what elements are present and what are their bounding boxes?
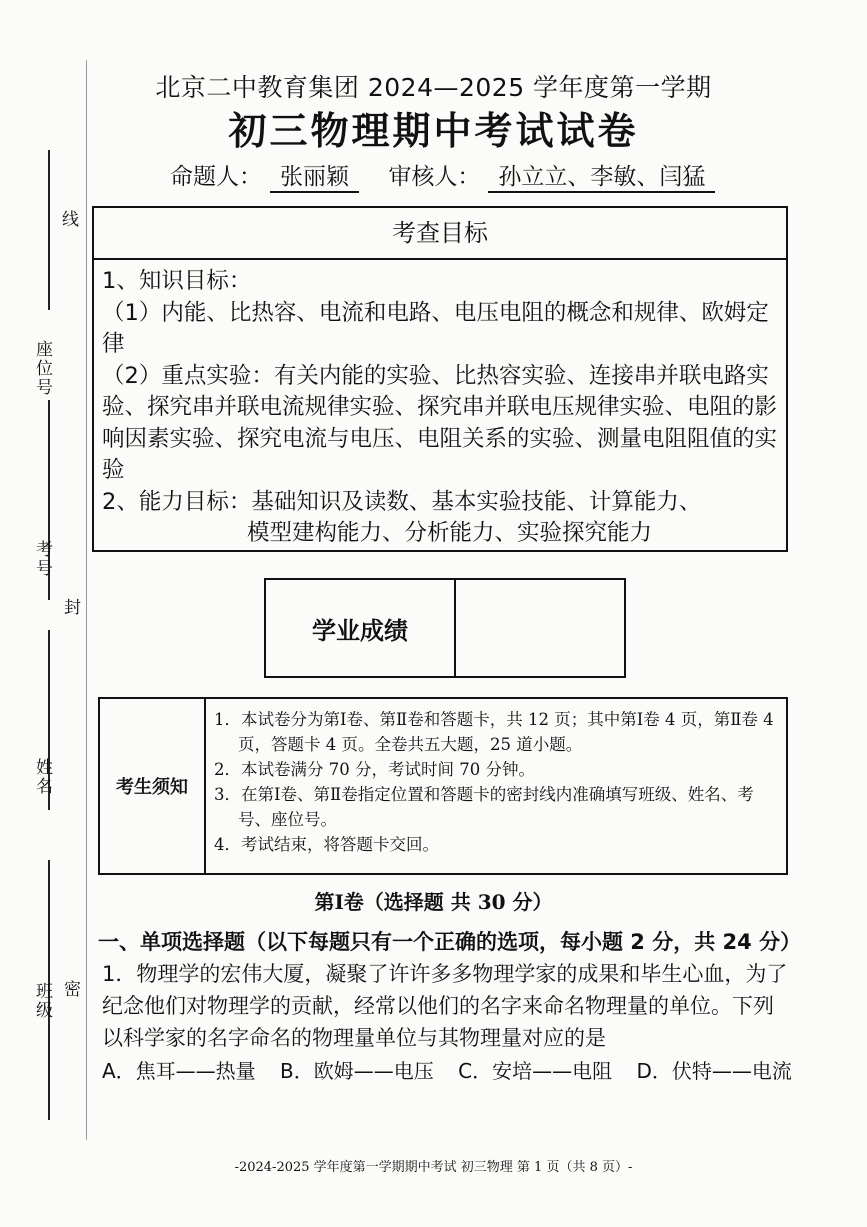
margin-label-mi: 密: [60, 980, 80, 999]
binding-line-top: [48, 150, 50, 310]
objectives-box: [92, 206, 788, 552]
notice-list: [206, 699, 786, 873]
objective-line: （2）重点实验：有关内能的实验、比热容实验、连接串并联电路实验、探究串并联电流规律实验、探究串并联电压规律实验、电阻的影响因素实验、探究电流与电压、电阻关系的实验、测量电阻阻值的实验: [102, 362, 778, 483]
question-block: [98, 926, 802, 1054]
margin-label-xian: 线: [58, 210, 78, 229]
notice-item: 2．本试卷满分 70 分，考试时间 70 分钟。: [214, 760, 535, 779]
margin-label-seat-number: 座位号: [32, 340, 52, 397]
objective-line: 模型建构能力、分析能力、实验探究能力: [247, 520, 653, 546]
reviewer-label: 审核人：: [388, 164, 481, 190]
exam-title: 初三物理期中考试试卷: [228, 109, 639, 153]
objective-line: （1）内能、比热容、电流和电路、电压电阻的概念和规律、欧姆定律: [102, 299, 769, 357]
page-footer: -2024-2025 学年度第一学期期中考试 初三物理 第 1 页（共 8 页）-: [234, 1160, 633, 1175]
author-line: [170, 158, 723, 193]
score-label: 学业成绩: [266, 580, 456, 676]
objective-line: 2、能力目标：基础知识及读数、基本实验技能、计算能力、: [102, 488, 702, 515]
author-name: 张丽颖: [270, 158, 359, 193]
author-label: 命题人：: [170, 164, 262, 190]
notice-label: 考生须知: [100, 699, 206, 873]
objectives-heading: 考查目标: [94, 208, 786, 260]
option-c[interactable]: C．安培——电阻: [458, 1059, 613, 1083]
candidate-notice: [98, 697, 788, 875]
option-b[interactable]: B．欧姆——电压: [280, 1059, 434, 1083]
question-1-options: [102, 1055, 802, 1084]
question-1-text: 1．物理学的宏伟大厦，凝聚了许许多多物理学家的成果和毕生心血，为了纪念他们对物理学的贡献，经常以他们的名字来命名物理量的单位。下列以科学家的名字命名的物理量单位与其物理量对应的是: [102, 962, 788, 1050]
notice-item: 4．考试结束，将答题卡交回。: [214, 835, 439, 854]
section-heading: 一、单项选择题（以下每题只有一个正确的选项，每小题 2 分，共 24 分）: [98, 930, 802, 954]
margin-label-feng: 封: [60, 598, 80, 617]
reviewer-names: 孙立立、李敏、闫猛: [488, 158, 715, 193]
option-a[interactable]: A．焦耳——热量: [102, 1059, 256, 1083]
notice-item: 1．本试卷分为第Ⅰ卷、第Ⅱ卷和答题卡，共 12 页；其中第Ⅰ卷 4 页，第Ⅱ卷 4 页，答题卡 4 页。全卷共五大题，25 道小题。: [214, 710, 774, 754]
margin-label-exam-number: 考号: [32, 540, 52, 578]
option-d[interactable]: D．伏特——电流: [636, 1059, 792, 1083]
margin-label-name: 姓名: [32, 758, 52, 796]
margin-rule: [86, 60, 87, 1140]
objective-line: 1、知识目标：: [102, 268, 252, 294]
objectives-body: [94, 260, 786, 556]
part-one-title: 第Ⅰ卷（选择题 共 30 分）: [314, 890, 553, 914]
notice-item: 3．在第Ⅰ卷、第Ⅱ卷指定位置和答题卡的密封线内准确填写班级、姓名、考号、座位号。: [214, 785, 754, 829]
score-table: [264, 578, 626, 678]
margin-label-class: 班级: [32, 982, 52, 1020]
score-value-cell[interactable]: [456, 580, 624, 676]
school-header: 北京二中教育集团 2024—2025 学年度第一学期: [155, 73, 712, 102]
